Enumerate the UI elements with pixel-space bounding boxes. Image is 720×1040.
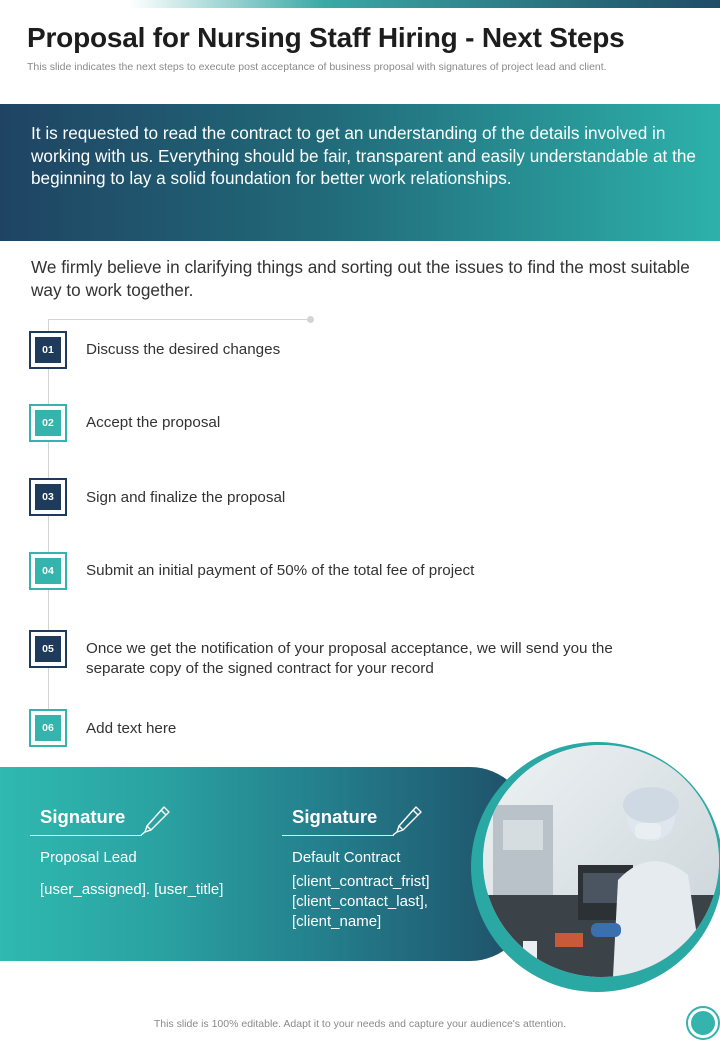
step-number-box <box>29 478 67 516</box>
step-text: Submit an initial payment of 50% of the total fee of project <box>86 562 475 579</box>
step-number-box <box>29 404 67 442</box>
step-number-box <box>29 709 67 747</box>
step-number: 05 <box>35 636 61 662</box>
signature-role: Default Contract <box>292 849 401 866</box>
timeline-top-rule <box>49 319 311 320</box>
pen-icon <box>390 803 424 837</box>
signature-field: [client_contract_frist] <box>292 873 430 890</box>
step-text: Once we get the notification of your proposal acceptance, we will send you the separate copy of the signed contract for your record <box>86 640 613 677</box>
footer-note: This slide is 100% editable. Adapt it to your needs and capture your audience's attention. <box>153 1018 567 1030</box>
signature-field: [client_contact_last], <box>292 893 428 910</box>
step-number-box <box>29 331 67 369</box>
signature-role: Proposal Lead <box>40 849 137 866</box>
timeline-end-dot <box>307 316 314 323</box>
page-title: Proposal for Nursing Staff Hiring - Next Steps <box>27 22 625 53</box>
signature-field: [user_assigned]. [user_title] <box>40 881 224 898</box>
step-text: Discuss the desired changes <box>86 341 281 358</box>
step-number: 01 <box>35 337 61 363</box>
nurse-photo <box>471 742 720 992</box>
signature-block-client <box>292 806 377 828</box>
signature-block-lead <box>40 806 125 828</box>
step-number: 06 <box>35 715 61 741</box>
step-number: 02 <box>35 410 61 436</box>
step-number: 04 <box>35 558 61 584</box>
banner-text: It is requested to read the contract to get an understanding of the details involved in working with us. Everything should be fair, transparent and easily understandable at the beginning to lay a solid foundation for better work relationships. <box>31 123 696 188</box>
step-number-box <box>29 630 67 668</box>
step-text: Add text here <box>86 720 177 737</box>
signature-title: Signature <box>40 806 126 827</box>
step-number-box <box>29 552 67 590</box>
signature-title: Signature <box>292 806 378 827</box>
corner-circle-icon <box>686 1006 720 1040</box>
step-text: Accept the proposal <box>86 414 221 431</box>
signature-fields <box>40 880 223 900</box>
nurse-photo-image <box>483 745 719 977</box>
pen-icon <box>138 803 172 837</box>
signature-line <box>282 835 394 836</box>
top-accent-rule <box>0 0 720 8</box>
intro-banner <box>0 104 720 241</box>
lead-paragraph: We firmly believe in clarifying things and sorting out the issues to find the most suitable way to work together. <box>31 257 690 300</box>
step-number: 03 <box>35 484 61 510</box>
page-subtitle: This slide indicates the next steps to execute post acceptance of business proposal with signatures of project lead and client. <box>27 61 607 73</box>
signature-fields <box>292 872 430 932</box>
signature-field: [client_name] <box>292 913 382 930</box>
signature-line <box>30 835 142 836</box>
step-text: Sign and finalize the proposal <box>86 489 286 506</box>
